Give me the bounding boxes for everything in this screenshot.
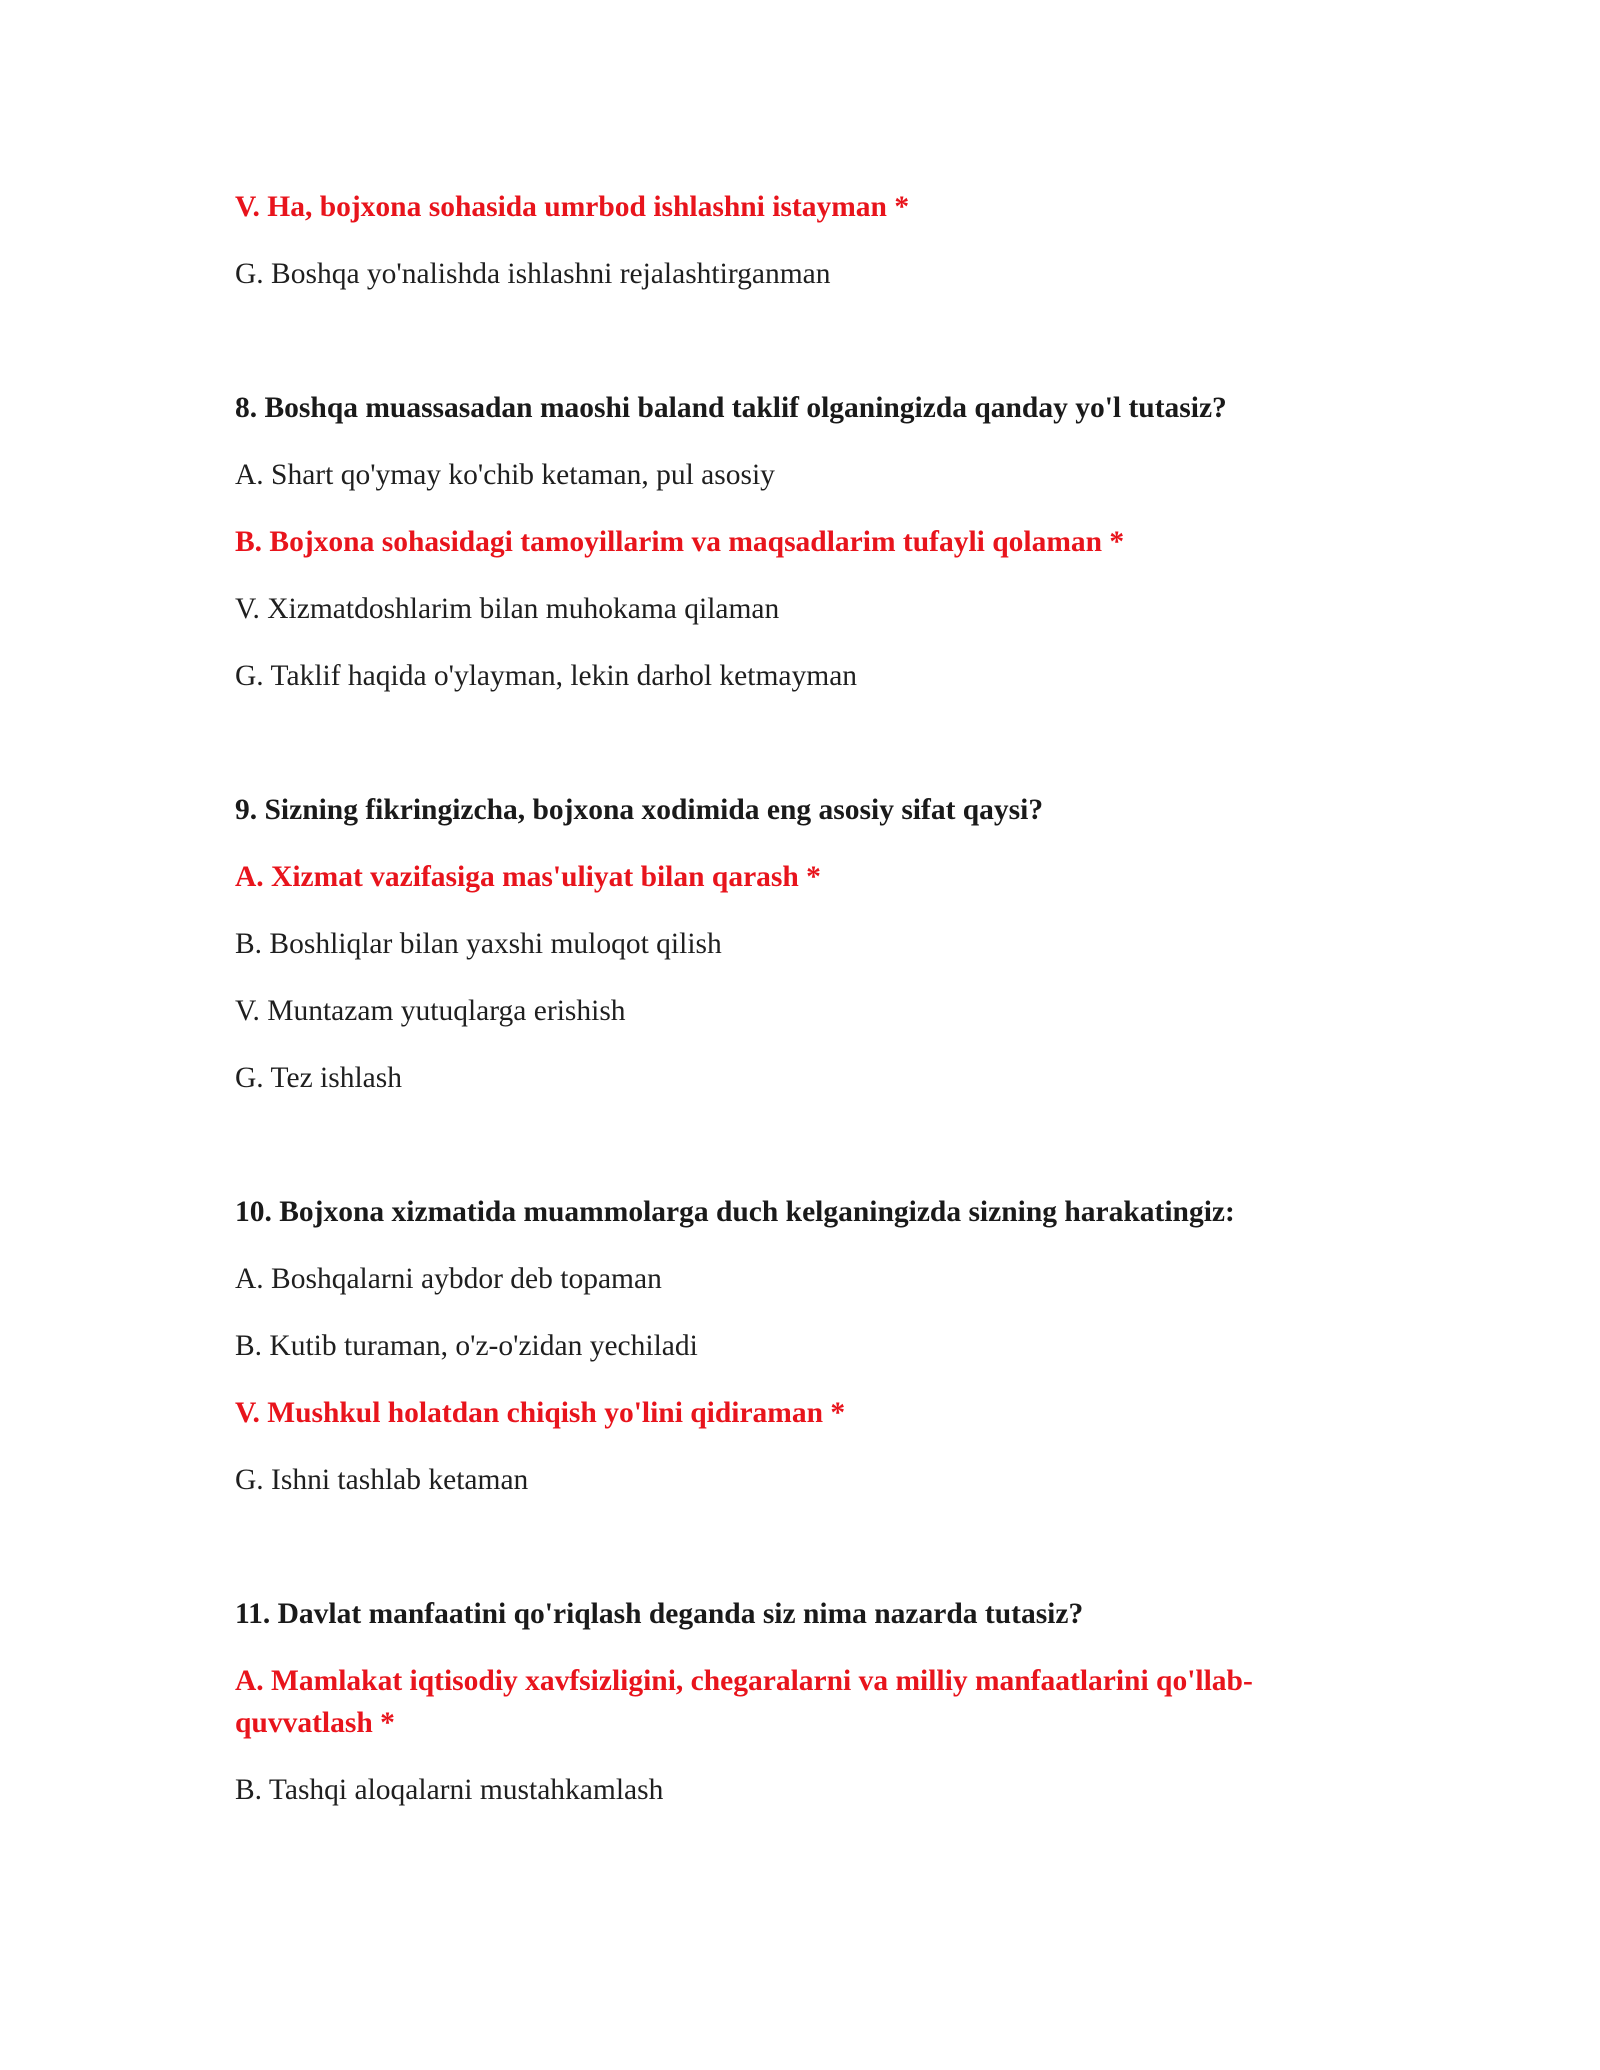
q7-option-g: G. Boshqa yo'nalishda ishlashni rejalashtirganman — [235, 258, 831, 290]
q10-option-a: A. Boshqalarni aybdor deb topaman — [235, 1263, 662, 1295]
q10-option-b: B. Kutib turaman, o'z-o'zidan yechiladi — [235, 1330, 698, 1362]
q9-option-b: B. Boshliqlar bilan yaxshi muloqot qilish — [235, 928, 722, 960]
q11-option-b: B. Tashqi aloqalarni mustahkamlash — [235, 1774, 664, 1806]
q9-option-g: G. Tez ishlash — [235, 1062, 402, 1094]
q9-question: 9. Sizning fikringizcha, bojxona xodimida eng asosiy sifat qaysi? — [235, 794, 1044, 826]
q10-question: 10. Bojxona xizmatida muammolarga duch kelganingizda sizning harakatingiz: — [235, 1196, 1235, 1228]
q9-option-a-correct: A. Xizmat vazifasiga mas'uliyat bilan qarash * — [235, 861, 821, 893]
q10-option-g: G. Ishni tashlab ketaman — [235, 1464, 529, 1496]
q11-option-a-correct-line1: A. Mamlakat iqtisodiy xavfsizligini, chegaralarni va milliy manfaatlarini qo'llab- — [235, 1665, 1253, 1697]
q8-option-v: V. Xizmatdoshlarim bilan muhokama qilaman — [235, 593, 780, 625]
q9-option-v: V. Muntazam yutuqlarga erishish — [235, 995, 626, 1027]
q11-question: 11. Davlat manfaatini qo'riqlash deganda siz nima nazarda tutasiz? — [235, 1598, 1084, 1630]
q8-option-a: A. Shart qo'ymay ko'chib ketaman, pul asosiy — [235, 459, 775, 491]
q8-question: 8. Boshqa muassasadan maoshi baland taklif olganingizda qanday yo'l tutasiz? — [235, 392, 1227, 424]
q8-option-g: G. Taklif haqida o'ylayman, lekin darhol ketmayman — [235, 660, 858, 692]
q8-option-b-correct: B. Bojxona sohasidagi tamoyillarim va maqsadlarim tufayli qolaman * — [235, 526, 1125, 558]
q11-option-a-correct-line2: quvvatlash * — [235, 1707, 395, 1739]
q10-option-v-correct: V. Mushkul holatdan chiqish yo'lini qidiraman * — [235, 1397, 846, 1429]
q7-option-v-correct: V. Ha, bojxona sohasida umrbod ishlashni istayman * — [235, 191, 910, 223]
